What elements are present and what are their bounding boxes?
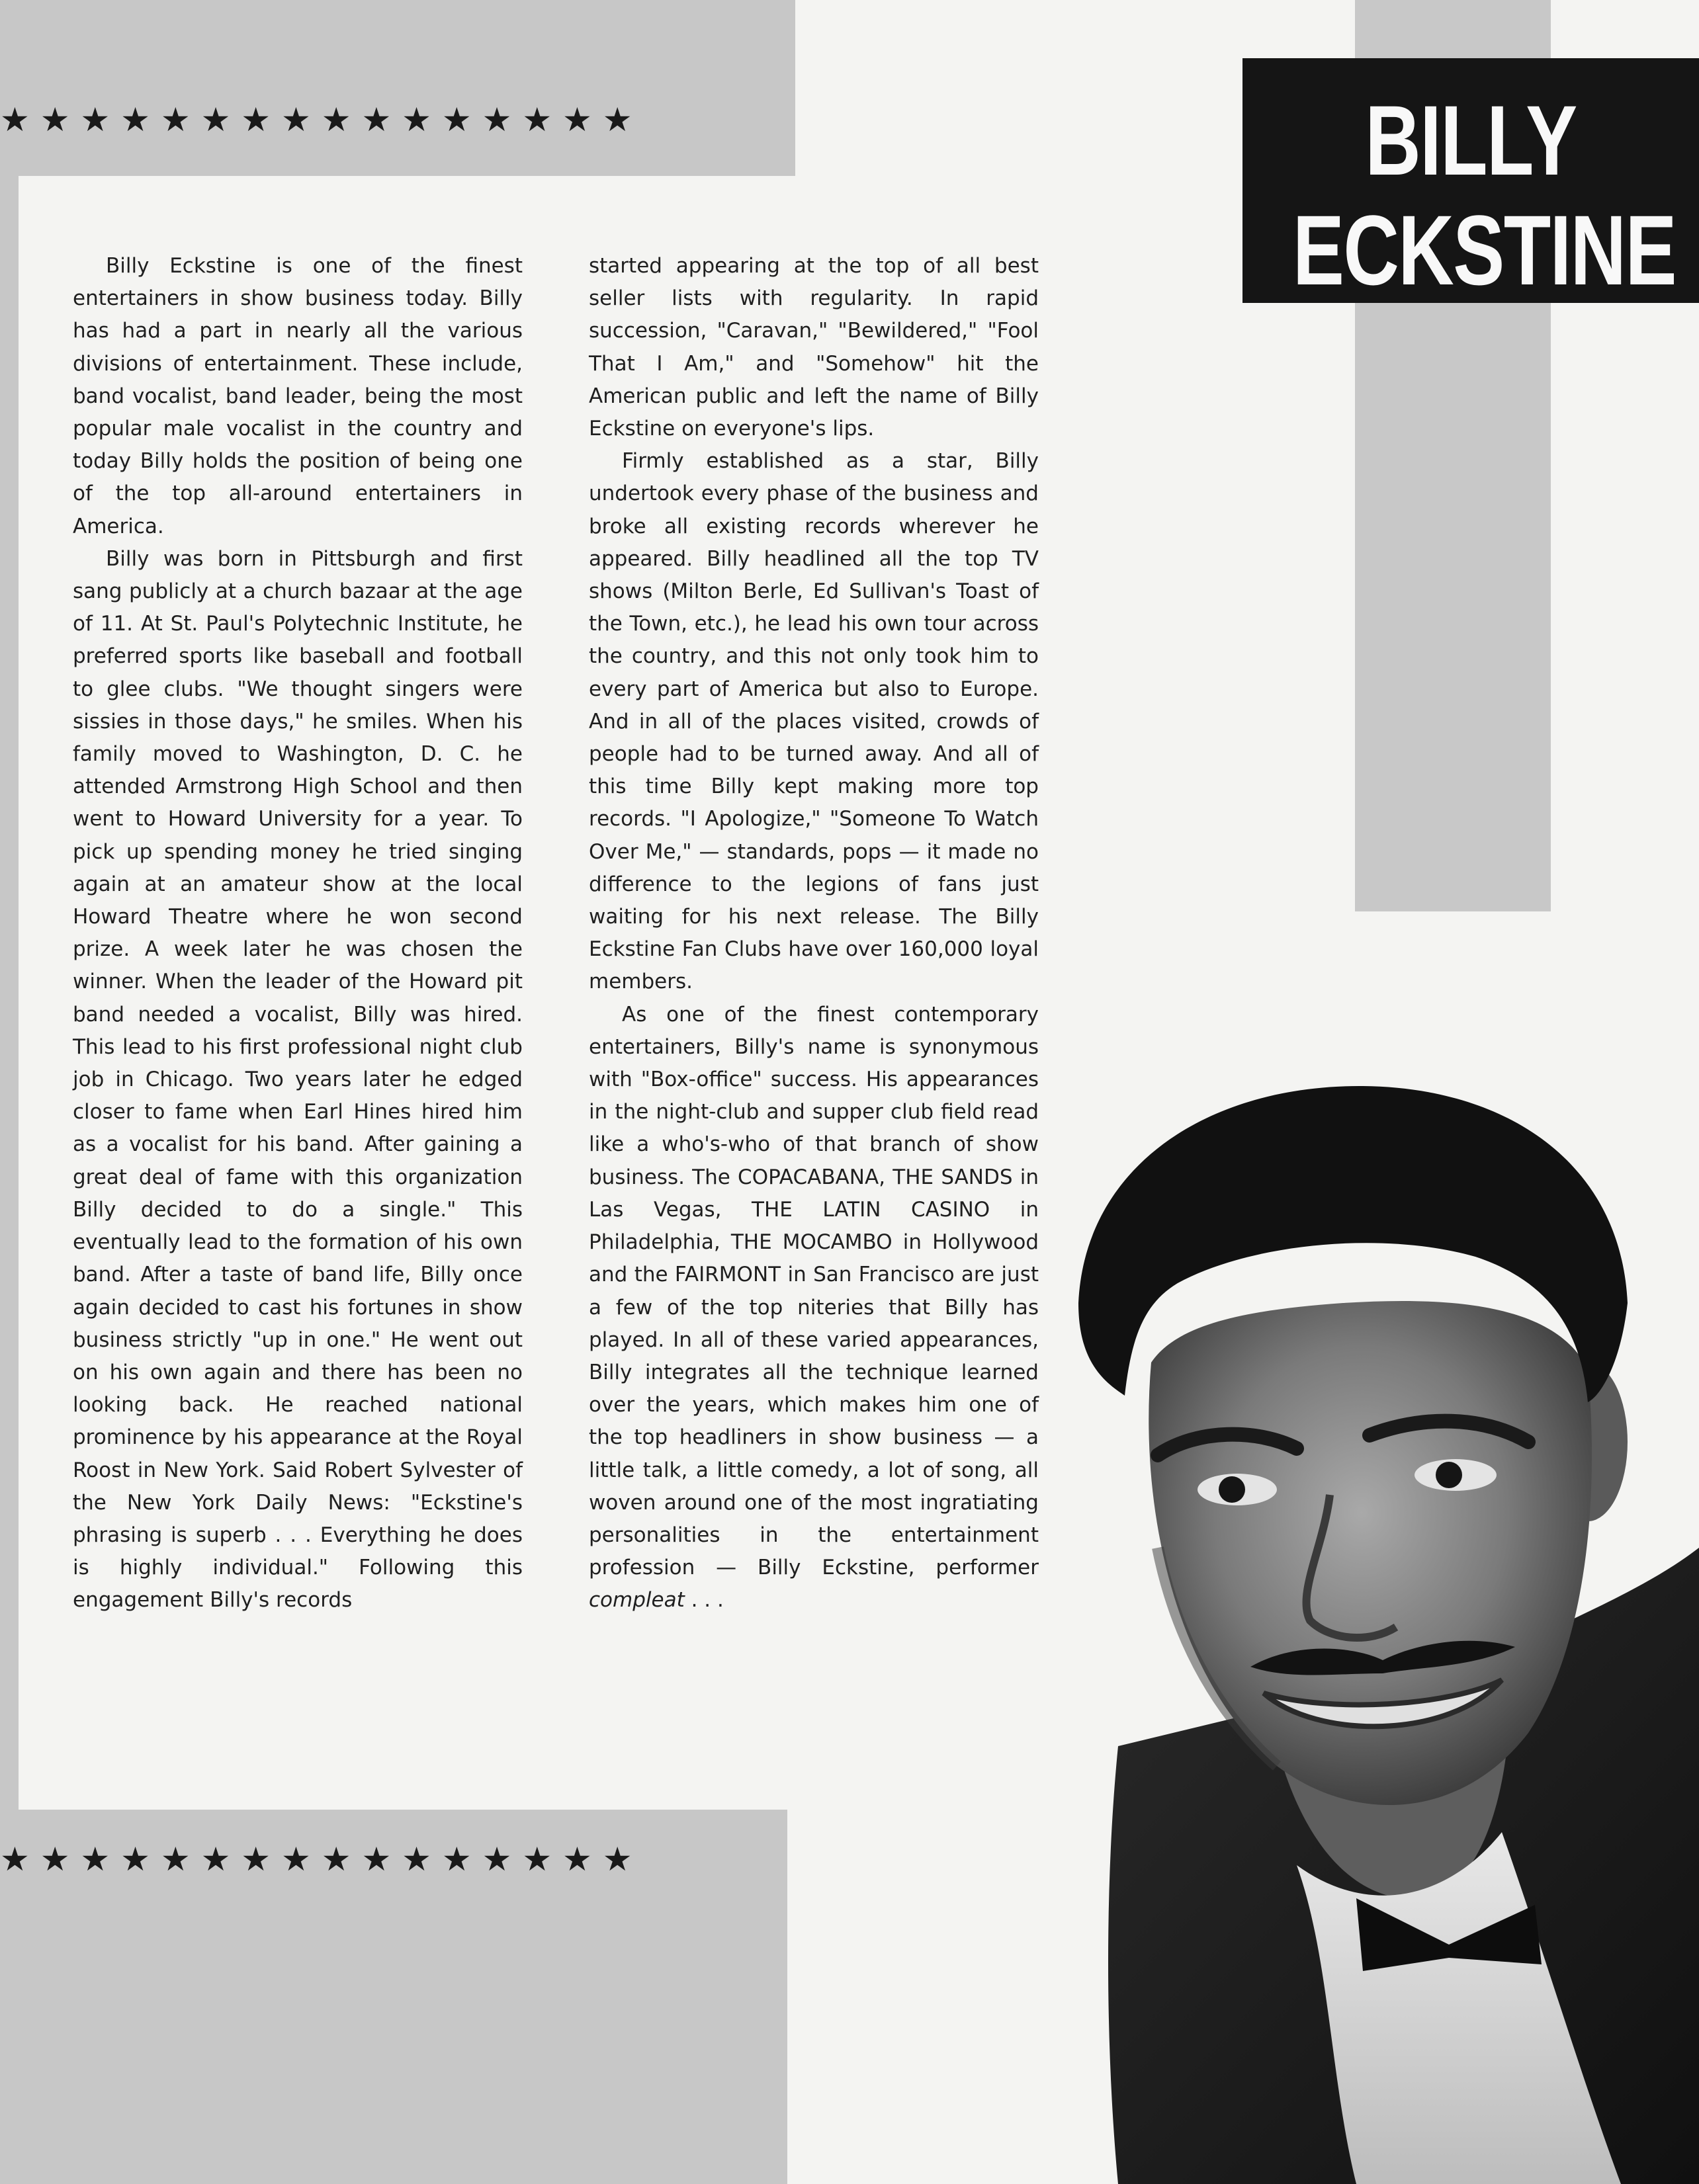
paragraph: Firmly established as a star, Billy undertook every phase of the business and broke all existing records wherever he appeared. Billy headlined all the top TV shows (Milton Berle, Ed Sullivan's Toast of the Town, etc.), he lead his own tour across the country, and this not only took him to every part of America but also to Europe. And in all of the places visited, crowds of people had to be turned away. And all of this time Billy kept making more top records. "I Apologize," "Someone To Watch Over Me," — standards, pops — it made no difference to the legions of fans just waiting for his next release. The Billy Eckstine Fan Clubs have over 160,000 loyal members. <box>589 449 1039 994</box>
closing-ellipsis: . . . <box>684 1588 724 1613</box>
title-line-first: BILLY <box>1365 85 1577 196</box>
paragraph-continued: started appearing at the top of all best seller lists with regularity. In rapid succession, "Caravan," "Bewildered," "Fool That I Am," and "Somehow" hit the American public and left the name of Billy Eckstine on everyone's lips. <box>589 254 1039 441</box>
gray-band-top <box>0 0 795 176</box>
stars-row-bottom: ★ ★ ★ ★ ★ ★ ★ ★ ★ ★ ★ ★ ★ ★ ★ ★ <box>0 1840 632 1878</box>
paragraph-closing <box>589 999 1039 1617</box>
gray-left-strip <box>0 176 19 1810</box>
title-line-last: ECKSTINE <box>1292 194 1677 306</box>
article-column-right <box>589 250 1039 1617</box>
closing-text: As one of the finest contemporary entertainers, Billy's name is synonymous with "Box-office" success. His appearances in the night-club and supper club field read like a who's-who of that branch of show business. The COPACABANA, THE SANDS in Las Vegas, THE LATIN CASINO in Philadelphia, THE MOCAMBO in Hollywood and the FAIRMONT in San Francisco are just a few of the top niteries that Billy has played. In all of these varied appearances, Billy integrates all the technique learned over the years, which makes him one of the top headliners in show business — a little talk, a little comedy, a lot of song, all woven around one of the most ingratiating personalities in the entertainment profession — Billy Eckstine, performer <box>589 1002 1039 1580</box>
paragraph: Billy was born in Pittsburgh and first sang publicly at a church bazaar at the age of 11. At St. Paul's Polytechnic Institute, he preferred sports like baseball and football to glee clubs. "We thought singers were sissies in those days," he smiles. When his family moved to Washington, D. C. he attended Armstrong High School and then went to Howard University for a year. To pick up spending money he tried singing again at an amateur show at the local Howard Theatre where he won second prize. A week later he was chosen the winner. When the leader of the Howard pit band needed a vocalist, Billy was hired. This lead to his first professional night club job in Chicago. Two years later he edged closer to fame when Earl Hines hired him as a vocalist for his band. After gaining a great deal of fame with this organization Billy decided to do a single." This eventually lead to the formation of his own band. After a taste of band life, Billy once again decided to cast his fortunes in show business strictly "up in one." He went out on his own again and there has been no looking back. He reached national prominence by his appearance at the Royal Roost in New York. Said Robert Sylvester of the New York Daily News: "Eckstine's phrasing is superb . . . Everything he does is highly individual." Following this engagement Billy's records <box>73 546 523 1613</box>
closing-italic: compleat <box>589 1588 685 1613</box>
paragraph: Billy Eckstine is one of the finest entertainers in show business today. Billy has had a part in nearly all the various divisions of entertainment. These include, band vocalist, band leader, being the most popular male vocalist in the country and today Billy holds the position of being one of the top all-around entertainers in America. <box>73 254 523 538</box>
title-banner <box>1242 58 1699 306</box>
portrait-photo-icon <box>1078 1085 1699 2184</box>
stars-row-top: ★ ★ ★ ★ ★ ★ ★ ★ ★ ★ ★ ★ ★ ★ ★ ★ <box>0 101 632 139</box>
article-column-left <box>73 250 523 1617</box>
